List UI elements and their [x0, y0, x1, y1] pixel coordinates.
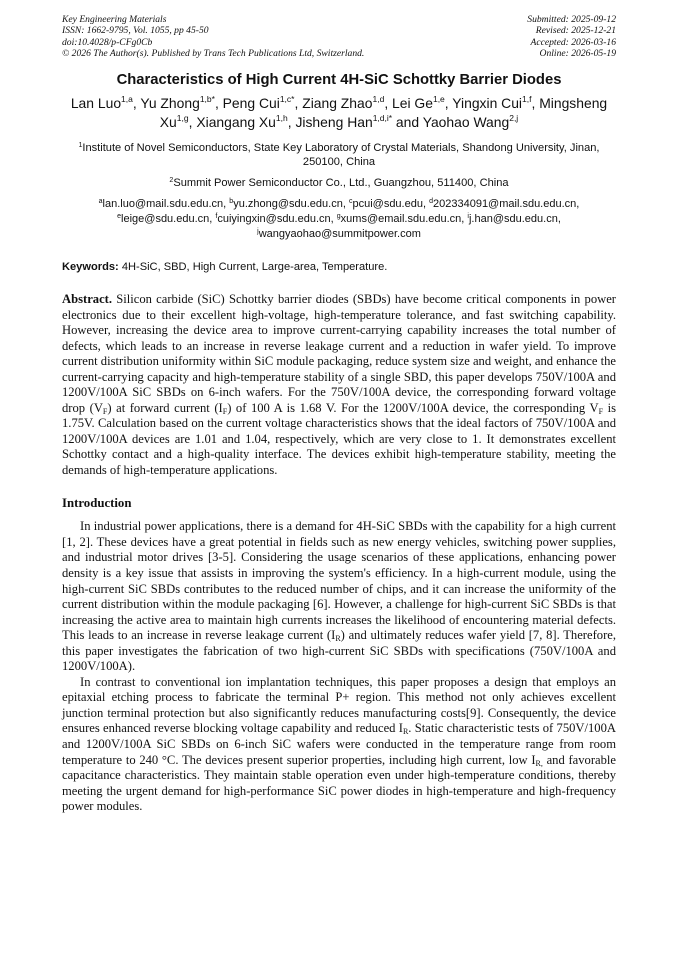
email-marker: a	[98, 198, 103, 206]
author-affiliation-marker: 1,d,i*	[372, 113, 393, 124]
accepted-date: Accepted: 2026-03-16	[530, 36, 616, 48]
author-name: Lei Ge	[392, 94, 433, 111]
introduction-heading: Introduction	[62, 496, 132, 511]
author-affiliation-marker: 1,h	[275, 113, 288, 124]
email-marker: d	[429, 198, 433, 206]
keywords	[62, 260, 616, 274]
email-address[interactable]: 202334091@mail.sdu.edu.cn	[433, 198, 577, 211]
email-marker: e	[117, 212, 122, 220]
abstract	[62, 292, 616, 478]
author-affiliation-marker: 1,d	[372, 93, 385, 104]
paper-title: Characteristics of High Current 4H-SiC Schottky Barrier Diodes	[116, 71, 562, 88]
online-date: Online: 2026-05-19	[539, 48, 616, 60]
author-name: Peng Cui	[222, 94, 280, 111]
affiliation-1	[62, 141, 616, 169]
affiliation-2	[62, 176, 616, 190]
keywords-text: 4H-SiC, SBD, High Current, Large-area, Temperature.	[121, 261, 388, 274]
introduction-paragraph-1: In industrial power applications, there is a demand for 4H-SiC SBDs with the capability for a high current [1, 2]. These devices have a great potential in fields such as new energy vehicles, switching power supplies, and industrial motor drives [3-5]. Considering the usage scenarios of these applications, enhancing power density is a key issue that assists in improving the system's efficiency. In a high-current module, using the high-current SiC SBDs contributes to the reduced number of chips, and it can increase the uniformity of the current distribution within the module packaging [6]. However, a challenge for high-current SiC SBDs is that increasing the active area to maintain high currents increases the likelihood of encountering material defects. This leads to an increase in reverse leakage current $(I_R)$ and ultimately reduces wafer yield [7, 8]. Therefore, this paper investigates the fabrication of two high-current SiC SBDs with specifications (750V/100A and 1200V/100A).	[62, 519, 617, 674]
issn-line: ISSN: 1662-9795, Vol. 1055, pp 45-50	[62, 25, 209, 37]
email-marker: c	[348, 198, 353, 206]
email-address[interactable]: wangyaohao@summitpower.com	[258, 227, 421, 240]
author-name: Xiangang Xu	[196, 114, 276, 131]
author-name: Mingsheng Xu	[159, 94, 608, 131]
email-marker: j	[257, 227, 259, 235]
author-affiliation-marker: 1,f	[522, 93, 532, 104]
email-marker: f	[215, 212, 218, 220]
email-marker: i	[467, 212, 469, 220]
author-name: Ziang Zhao	[302, 94, 373, 111]
author-affiliation-marker: 1,b*	[199, 93, 215, 104]
author-list: Lan Luo$^{1,a}$, Yu Zhong$^{1,b*}$, Peng Cui$^{1,c*}$, Ziang Zhao$^{1,d}$, Lei Ge$^{1,e}$, Yingxin Cui$^{1,f}$, Mingsheng Xu$^{1,g}$, Xiangang Xu$^{1,h}$, Jisheng Han$^{1,d,i*}$ and Yaohao Wang$^{2,j}$	[70, 93, 608, 131]
keywords-label: Keywords:	[62, 261, 119, 274]
author-affiliation-marker: 1,e	[432, 93, 445, 104]
author-name: Jisheng Han	[295, 114, 373, 131]
affiliation-1-marker: 1	[78, 141, 83, 149]
abstract-label: Abstract.	[62, 292, 113, 307]
affiliation-2-text: Summit Power Semiconductor Co., Ltd., Guangzhou, 511400, China	[173, 177, 509, 190]
affiliation-2-marker: 2	[169, 177, 174, 185]
email-address[interactable]: xums@email.sdu.edu.cn	[340, 212, 462, 225]
journal-name: Key Engineering Materials	[62, 14, 167, 25]
email-marker: g	[336, 212, 341, 220]
publication-dates	[527, 14, 616, 60]
email-address[interactable]: j.han@sdu.edu.cn	[468, 212, 558, 225]
affiliation-1-text: Institute of Novel Semiconductors, State Key Laboratory of Crystal Materials, Shandong University, Jinan, 250100, China	[82, 141, 600, 168]
journal-info	[62, 14, 364, 60]
author-name: Lan Luo	[70, 94, 122, 111]
introduction-paragraph-2: In contrast to conventional ion implantation techniques, this paper proposes a design that employs an epitaxial etching process to fabricate the terminal P+ region. This method not only achieves excellent junction terminal protection but also significantly reduces manufacturing costs[9]. Consequently, the device ensures enhanced reverse blocking voltage capability and reduced $I_R$. Static characteristic tests of 750V/100A and 1200V/100A SiC SBDs on 6-inch SiC wafers were conducted in the temperature range from room temperature to 240 °C. The devices present superior properties, including high current, low $I_{R,}$ and favorable capacitance characteristics. They maintain stable operation even under high-temperature conditions, thereby meeting the urgent demand for high-performance SiC power diodes in high-temperature and high-frequency power modules.	[62, 674, 616, 814]
email-address[interactable]: lan.luo@mail.sdu.edu.cn	[102, 198, 224, 211]
revised-date: Revised: 2025-12-21	[535, 25, 616, 37]
email-list: $^a$lan.luo@mail.sdu.edu.cn, $^b$yu.zhong@sdu.edu.cn, $^c$pcui@sdu.edu, $^d$202334091@mail.sdu.edu.cn, $^e$leige@sdu.edu.cn, $^f$cuiyingxin@sdu.edu.cn, $^g$xums@email.sdu.edu.cn, $^i$j.han@sdu.edu.cn, $^j$wangyaohao@summitpower.com	[98, 198, 580, 240]
author-name: Yu Zhong	[140, 94, 200, 111]
author-affiliation-marker: 2,j	[509, 113, 519, 124]
author-name: Yingxin Cui	[452, 94, 523, 111]
doi-line: doi:10.4028/p-CFg0Cb	[62, 36, 153, 48]
author-affiliation-marker: 1,g	[176, 113, 189, 124]
copyright-line: © 2026 The Author(s). Published by Trans Tech Publications Ltd, Switzerland.	[62, 48, 365, 60]
paper-page	[62, 14, 616, 815]
email-address[interactable]: cuiyingxin@sdu.edu.cn	[217, 212, 331, 225]
email-address[interactable]: leige@sdu.edu.cn	[121, 212, 210, 225]
email-address[interactable]: yu.zhong@sdu.edu.cn	[233, 198, 343, 211]
journal-header	[62, 14, 616, 60]
abstract-text: Silicon carbide (SiC) Schottky barrier diodes (SBDs) have become critical components in power electronics due to their excellent high-voltage, high-temperature tolerance, and fast switching capability. However, increasing the device area to improve current-carrying capability increases the total number of defects, which leads to an increase in reverse leakage current and a reduction in wafer yield. To improve current distribution uniformity within SiC module packaging, reduce system size and weight, and enhance the current-carrying capacity and high-temperature stability of a single SBD, this paper develops 750V/100A and 1200V/100A SiC SBDs on 6-inch wafers. For the 750V/100A device, the corresponding forward voltage drop $(V_F)$ at forward current $(I_F)$ of 100 A is 1.68 V. For the 1200V/100A device, the corresponding $V_F$ is 1.75V. Calculation based on the current voltage characteristics shows that the ideal factors of 750V/100A and 1200V/100A devices are 1.01 and 1.04, respectively, which are very close to 1. It demonstrates excellent Schottky contact and a high-quality interface. The devices exhibit high-temperature stability, meeting the demands of high-temperature applications.	[62, 292, 616, 477]
submitted-date: Submitted: 2025-09-12	[527, 14, 616, 25]
email-address[interactable]: pcui@sdu.edu	[352, 198, 423, 211]
email-marker: b	[229, 198, 234, 206]
author-affiliation-marker: 1,a	[121, 93, 133, 104]
author-name: Yaohao Wang	[422, 114, 510, 131]
author-affiliation-marker: 1,c*	[279, 93, 295, 104]
